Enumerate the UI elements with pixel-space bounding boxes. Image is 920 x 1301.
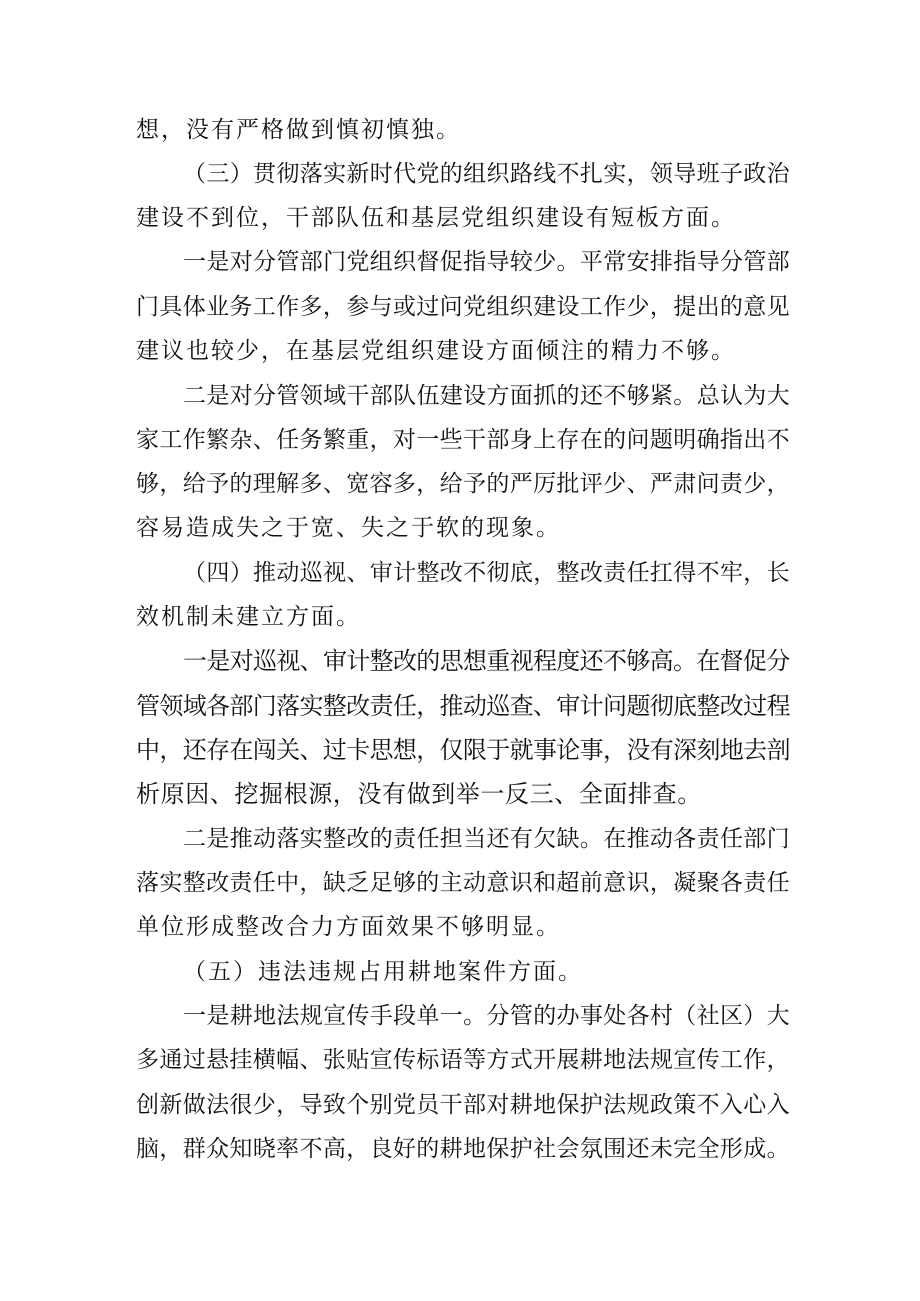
emphasized-text-line: 管领域各部门落实整改责任，推动巡查、审计问题彻底整改过程: [136, 692, 790, 720]
text-line: 一是耕地法规宣传手段单一。分管的办事处各村（社区）大: [183, 1003, 790, 1029]
section-heading-line: （三）贯彻落实新时代党的组织路线不扎实，领导班子政治: [183, 161, 790, 187]
text-line: 门具体业务工作多，参与或过问党组织建设工作少，提出的意见: [136, 294, 790, 320]
section-heading-line: （五）违法违规占用耕地案件方面。: [183, 959, 583, 985]
text-line: 够，给予的理解多、宽容多，给予的严厉批评少、严肃问责少，: [136, 471, 790, 497]
emphasized-text-line: 中，还存在闯关、过卡思想，仅限于就事论事，没有深刻地去剖: [136, 736, 790, 764]
emphasized-text-line: 一是对巡视、审计整改的思想重视程度还不够高。在督促分: [183, 647, 790, 675]
text-line: 多通过悬挂横幅、张贴宣传标语等方式开展耕地法规宣传工作，: [136, 1047, 790, 1073]
section-heading-line: 建设不到位，干部队伍和基层党组织建设有短板方面。: [136, 205, 736, 231]
text-line: 建议也较少，在基层党组织建设方面倾注的精力不够。: [136, 338, 736, 364]
text-line: 二是对分管领域干部队伍建设方面抓的还不够紧。总认为大: [183, 383, 790, 409]
text-line: 脑，群众知晓率不高，良好的耕地保护社会氛围还未完全形成。: [136, 1136, 790, 1162]
emphasized-text-line: 析原因、挖掘根源，没有做到举一反三、全面排查。: [136, 780, 702, 808]
text-line: 创新做法很少，导致个别党员干部对耕地保护法规政策不入心入: [136, 1092, 790, 1118]
text-line: 单位形成整改合力方面效果不够明显。: [136, 914, 561, 940]
text-line: 二是推动落实整改的责任担当还有欠缺。在推动各责任部门: [183, 826, 790, 852]
text-line: 落实整改责任中，缺乏足够的主动意识和超前意识，凝聚各责任: [136, 870, 790, 896]
text-line: 家工作繁杂、任务繁重，对一些干部身上存在的问题明确指出不: [136, 427, 790, 453]
text-line: 容易造成失之于宽、失之于软的现象。: [136, 515, 561, 541]
section-heading-line: 效机制未建立方面。: [136, 604, 361, 630]
section-heading-line: （四）推动巡视、审计整改不彻底，整改责任扛得不牢，长: [183, 560, 790, 586]
text-line: 一是对分管部门党组织督促指导较少。平常安排指导分管部: [183, 249, 790, 275]
text-line: 想，没有严格做到慎初慎独。: [136, 117, 461, 143]
